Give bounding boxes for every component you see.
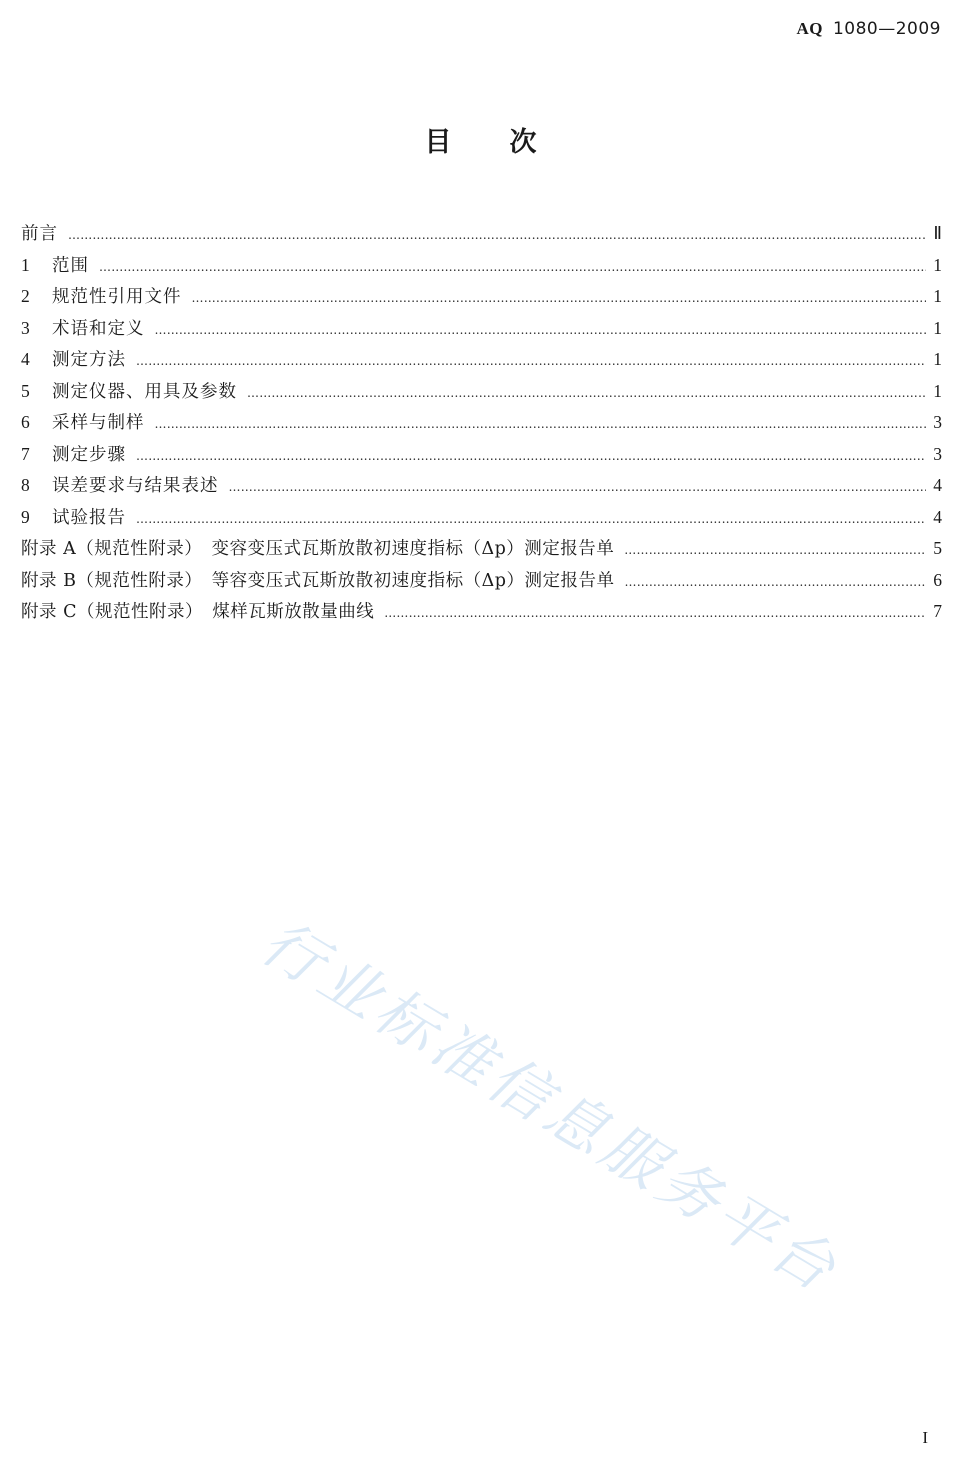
toc-entry-page: 6 <box>933 569 942 590</box>
toc-entry-9[interactable] <box>21 502 942 534</box>
toc-entry-label: 测定方法 <box>52 350 126 370</box>
toc-entry-page: 3 <box>933 443 942 464</box>
toc-dot-leader <box>99 252 926 284</box>
toc-dot-leader <box>229 472 927 504</box>
toc-entry-page: 1 <box>933 317 942 338</box>
toc-entry-page: Ⅱ <box>933 223 942 243</box>
toc-dot-leader <box>136 504 926 536</box>
toc-dot-leader <box>384 598 926 630</box>
toc-entry-7[interactable] <box>21 439 942 471</box>
toc-entry-number: 9 <box>21 506 30 527</box>
toc-dot-leader <box>136 346 926 378</box>
title-char-2: 次 <box>509 127 537 158</box>
toc-entry-label: 附录 C（规范性附录） 煤样瓦斯放散量曲线 <box>21 602 375 622</box>
title-char-1: 目 <box>424 127 452 158</box>
toc-entry-page: 1 <box>933 254 942 275</box>
toc-entry-number: 2 <box>21 286 30 306</box>
toc-entry-annex-b[interactable] <box>21 565 942 597</box>
page-number: I <box>922 1428 928 1447</box>
toc-dot-leader <box>624 535 926 567</box>
standard-code-prefix: AQ <box>796 19 823 38</box>
toc-entry-1[interactable] <box>21 250 942 282</box>
toc-dot-leader <box>192 283 927 315</box>
toc-entry-label: 范围 <box>52 255 89 276</box>
toc-entry-number: 8 <box>21 475 30 495</box>
toc-entry-number: 7 <box>21 443 30 464</box>
toc-entry-page: 3 <box>933 412 942 432</box>
toc-entry-number: 6 <box>21 412 30 432</box>
toc-entry-label: 误差要求与结果表述 <box>52 476 219 496</box>
toc-entry-4[interactable] <box>21 344 942 376</box>
toc-entry-page: 7 <box>933 601 942 621</box>
toc-entry-label: 测定仪器、用具及参数 <box>52 381 237 402</box>
toc-entry-number: 1 <box>21 254 30 275</box>
toc-entry-label: 附录 B（规范性附录） 等容变压式瓦斯放散初速度指标（Δp）测定报告单 <box>21 570 615 591</box>
toc-entry-annex-c[interactable] <box>21 596 942 628</box>
toc-entry-5[interactable] <box>21 376 942 408</box>
watermark: 行业标准信息服务平台 <box>249 907 852 1308</box>
toc-entry-label: 采样与制样 <box>52 413 145 433</box>
standard-code-number: 1080—2009 <box>832 19 941 39</box>
toc-entry-label: 前言 <box>21 224 58 244</box>
toc-dot-leader <box>68 220 926 252</box>
page-title <box>0 120 961 159</box>
toc-entry-page: 1 <box>933 349 942 369</box>
toc-entry-number: 5 <box>21 380 30 401</box>
table-of-contents <box>21 218 942 628</box>
toc-entry-annex-a[interactable] <box>21 533 942 565</box>
toc-entry-2[interactable] <box>21 281 942 313</box>
toc-entry-page: 4 <box>933 506 942 527</box>
toc-entry-page: 5 <box>933 538 942 558</box>
toc-dot-leader <box>155 409 927 441</box>
toc-entry-label: 术语和定义 <box>52 318 145 339</box>
toc-dot-leader <box>247 378 926 410</box>
toc-entry-label: 试验报告 <box>52 507 126 528</box>
toc-entry-number: 4 <box>21 349 30 369</box>
toc-entry-page: 1 <box>933 286 942 306</box>
toc-entry-label: 测定步骤 <box>52 444 126 465</box>
toc-entry-page: 4 <box>933 475 942 495</box>
toc-entry-3[interactable] <box>21 313 942 345</box>
toc-entry-page: 1 <box>933 380 942 401</box>
toc-entry-6[interactable] <box>21 407 942 439</box>
toc-dot-leader <box>625 567 926 599</box>
toc-entry-label: 附录 A（规范性附录） 变容变压式瓦斯放散初速度指标（Δp）测定报告单 <box>21 539 615 559</box>
toc-entry-8[interactable] <box>21 470 942 502</box>
toc-dot-leader <box>136 441 926 473</box>
toc-entry-number: 3 <box>21 317 30 338</box>
standard-code <box>796 19 941 39</box>
toc-entry-foreword[interactable] <box>21 218 942 250</box>
toc-entry-label: 规范性引用文件 <box>52 287 182 307</box>
toc-dot-leader <box>155 315 927 347</box>
